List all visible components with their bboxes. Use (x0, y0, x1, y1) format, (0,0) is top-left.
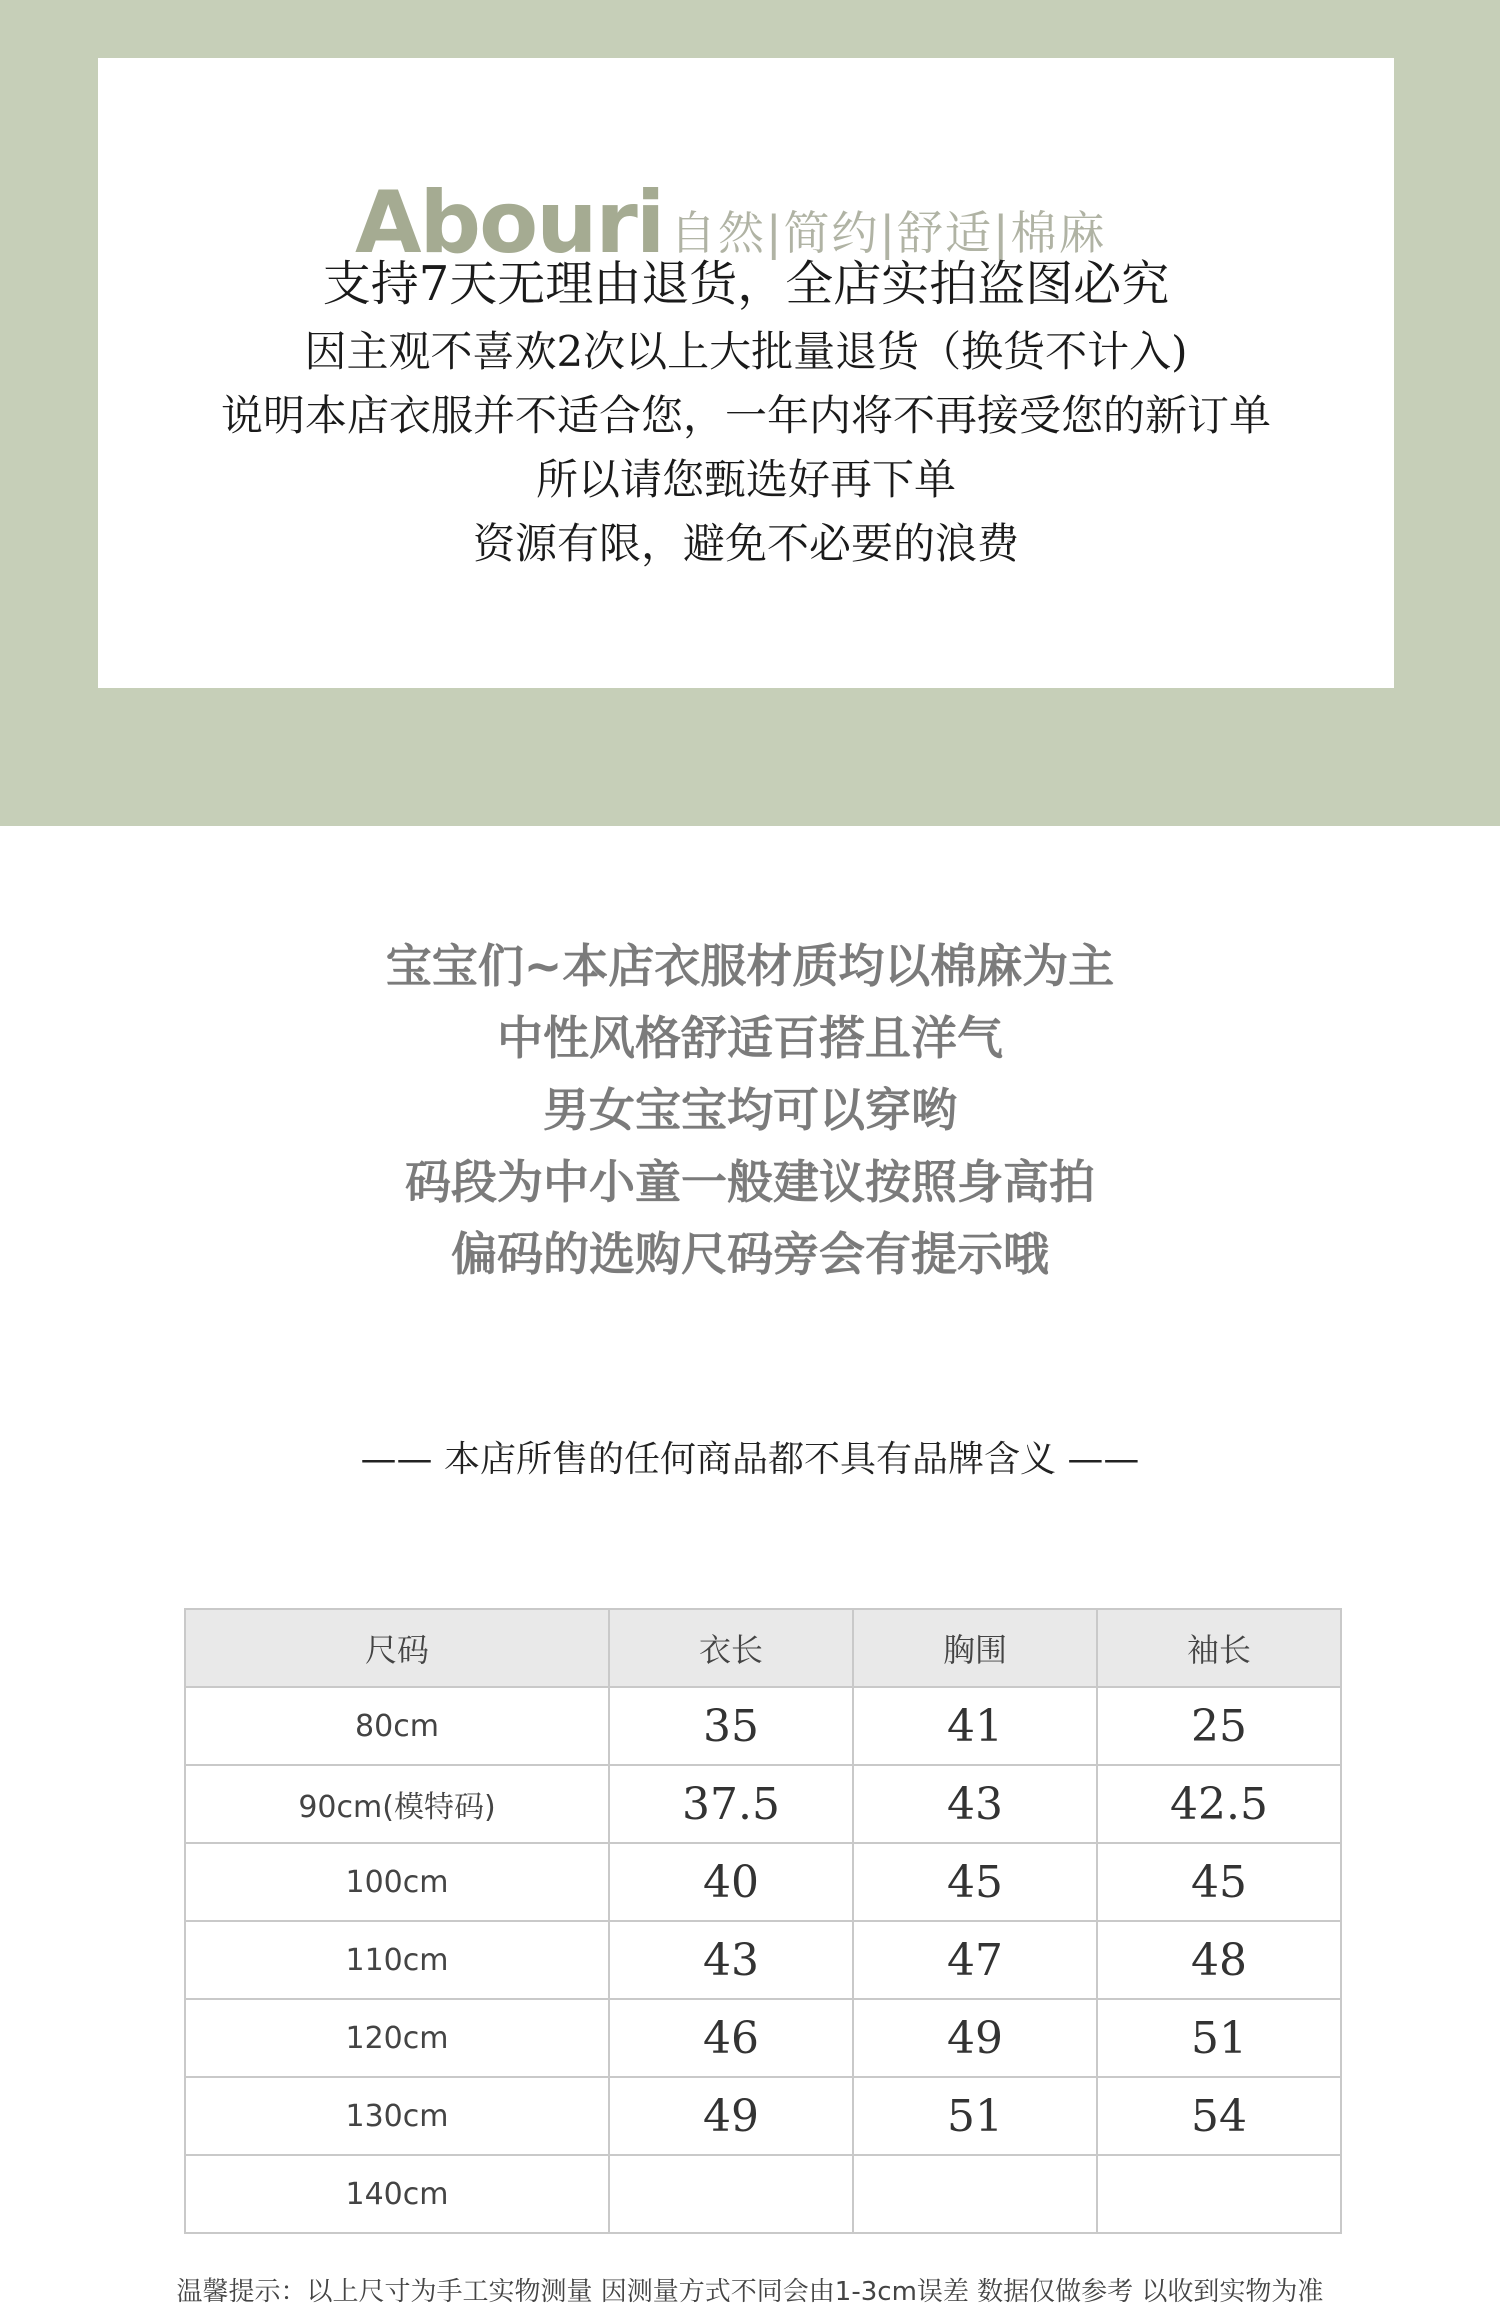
table-row (185, 2155, 1341, 2233)
size-cell: 130cm (185, 2077, 609, 2155)
notice-line: 支持7天无理由退货，全店实拍盗图必究 (322, 256, 1170, 312)
chest-cell: 47 (853, 1921, 1097, 1999)
return-policy-notice (98, 248, 1394, 576)
measurement-footnote: 温馨提示：以上尺寸为手工实物测量 因测量方式不同会由1-3cm误差 数据仅做参考 以收到实物为准 (176, 2277, 1324, 2307)
table-header-row (185, 1609, 1341, 1687)
length-cell: 35 (609, 1687, 853, 1765)
chest-cell: 49 (853, 1999, 1097, 2077)
chest-cell: 51 (853, 2077, 1097, 2155)
intro-line: 中性风格舒适百搭且洋气 (497, 1011, 1003, 1065)
length-cell: 46 (609, 1999, 853, 2077)
sleeve-cell: 51 (1097, 1999, 1341, 2077)
sleeve-cell: 45 (1097, 1843, 1341, 1921)
length-cell: 43 (609, 1921, 853, 1999)
chest-cell (853, 2155, 1097, 2233)
table-row (185, 2077, 1341, 2155)
notice-card (98, 58, 1394, 688)
size-cell: 110cm (185, 1921, 609, 1999)
header-size: 尺码 (185, 1609, 609, 1687)
header-sleeve: 袖长 (1097, 1609, 1341, 1687)
length-cell: 49 (609, 2077, 853, 2155)
intro-line: 男女宝宝均可以穿哟 (543, 1083, 957, 1137)
chest-cell: 45 (853, 1843, 1097, 1921)
size-chart-table (184, 1608, 1342, 2234)
sleeve-cell: 54 (1097, 2077, 1341, 2155)
size-cell: 80cm (185, 1687, 609, 1765)
intro-line: 宝宝们~本店衣服材质均以棉麻为主 (385, 939, 1115, 993)
sleeve-cell: 25 (1097, 1687, 1341, 1765)
product-intro (0, 930, 1500, 1290)
notice-line: 因主观不喜欢2次以上大批量退货（换货不计入) (304, 327, 1188, 376)
header-chest: 胸围 (853, 1609, 1097, 1687)
brand-disclaimer: —— 本店所售的任何商品都不具有品牌含义 —— (360, 1439, 1140, 1480)
table-row (185, 1765, 1341, 1843)
table-row (185, 1843, 1341, 1921)
top-banner (0, 0, 1500, 826)
length-cell: 37.5 (609, 1765, 853, 1843)
table-row (185, 1999, 1341, 2077)
sleeve-cell: 48 (1097, 1921, 1341, 1999)
size-cell: 90cm(模特码) (185, 1765, 609, 1843)
chest-cell: 41 (853, 1687, 1097, 1765)
brand-logo: Abouri (355, 173, 664, 273)
sleeve-cell: 42.5 (1097, 1765, 1341, 1843)
size-cell: 120cm (185, 1999, 609, 2077)
table-row (185, 1921, 1341, 1999)
notice-line: 资源有限，避免不必要的浪费 (472, 519, 1019, 568)
header-length: 衣长 (609, 1609, 853, 1687)
sleeve-cell (1097, 2155, 1341, 2233)
length-cell: 40 (609, 1843, 853, 1921)
intro-line: 偏码的选购尺码旁会有提示哦 (451, 1227, 1049, 1281)
notice-line: 说明本店衣服并不适合您，一年内将不再接受您的新订单 (220, 391, 1271, 440)
intro-line: 码段为中小童一般建议按照身高拍 (405, 1155, 1095, 1209)
table-row (185, 1687, 1341, 1765)
chest-cell: 43 (853, 1765, 1097, 1843)
length-cell (609, 2155, 853, 2233)
size-cell: 140cm (185, 2155, 609, 2233)
size-cell: 100cm (185, 1843, 609, 1921)
brand-tagline: 自然|简约|舒适|棉麻 (670, 206, 1107, 260)
notice-line: 所以请您甄选好再下单 (535, 455, 956, 504)
